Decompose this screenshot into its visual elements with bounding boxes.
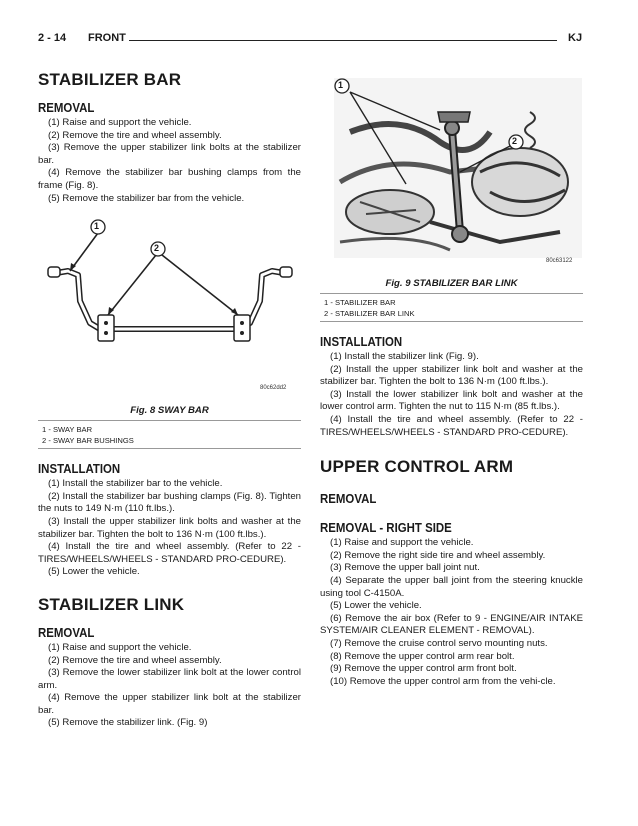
- step: (2) Install the stabilizer bar bushing clamps (Fig. 8). Tighten the nuts to 149 N·m (110 ft.lbs.).: [38, 490, 301, 515]
- step: (4) Install the tire and wheel assembly. (Refer to 22 - TIRES/WHEELS/WHEELS - STANDARD PRO-CEDURE).: [38, 541, 301, 565]
- step: (1) Install the stabilizer bar to the vehicle.: [48, 478, 223, 490]
- fig8-caption: Fig. 8 SWAY BAR: [130, 405, 209, 417]
- step: (5) Remove the stabilizer bar from the vehicle.: [48, 192, 245, 204]
- step: (3) Remove the upper ball joint nut.: [330, 562, 480, 574]
- sl-install-steps: [320, 351, 583, 439]
- stabilizer-link-drawing: [320, 72, 583, 268]
- fig8-illustration: [38, 211, 301, 403]
- upper-control-arm-title: UPPER CONTROL ARM: [320, 457, 514, 477]
- step: (10) Remove the upper control arm from the vehi-cle.: [330, 675, 556, 687]
- legend-rule: [38, 448, 301, 449]
- legend-item: 1 - STABILIZER BAR: [324, 298, 396, 307]
- fig9-illustration: [320, 72, 583, 268]
- legend-item: 1 - SWAY BAR: [42, 425, 93, 435]
- step: (3) Install the lower stabilizer link bolt and washer at the lower control arm. Tighten the nut to 115 N·m (85 ft.lbs.).: [320, 388, 583, 413]
- step: (7) Remove the cruise control servo mounting nuts.: [330, 637, 548, 649]
- step: (2) Remove the right side tire and wheel assembly.: [330, 549, 546, 561]
- callout-1: 1: [94, 221, 100, 232]
- sl-install-heading: INSTALLATION: [320, 334, 403, 349]
- step: (5) Lower the vehicle.: [48, 566, 140, 578]
- sb-install-steps: [38, 478, 301, 579]
- step: (4) Install the tire and wheel assembly. (Refer to 22 - TIRES/WHEELS/WHEELS - STANDARD PRO-CEDURE).: [320, 413, 583, 438]
- right-column: [320, 72, 583, 688]
- step: (1) Raise and support the vehicle.: [48, 641, 192, 653]
- step: (1) Raise and support the vehicle.: [330, 537, 474, 549]
- header-rule: [129, 40, 557, 41]
- step: (5) Remove the stabilizer link. (Fig. 9): [48, 717, 208, 729]
- bushing-right: [234, 315, 250, 341]
- sb-install-heading: INSTALLATION: [38, 461, 121, 477]
- step: (3) Install the upper stabilizer link bolts and washer at the stabilizer bar. Tighten the bolt to 136 N·m (100 ft.lbs.).: [38, 515, 301, 540]
- sb-removal-heading: REMOVAL: [38, 100, 95, 115]
- fig9-caption: Fig. 9 STABILIZER BAR LINK: [385, 278, 518, 289]
- step: (2) Install the upper stabilizer link bolt and washer at the stabilizer bar. Tighten the bolt to 136 N·m (100 ft.lbs.).: [320, 363, 583, 388]
- step: (5) Lower the vehicle.: [330, 600, 422, 612]
- stabilizer-bar-title: STABILIZER BAR: [38, 70, 182, 89]
- sl-removal-steps: [38, 642, 301, 730]
- step: (4) Remove the stabilizer bar bushing clamps from the frame (Fig. 8).: [38, 167, 301, 191]
- step: (3) Remove the lower stabilizer link bolt at the lower control arm.: [38, 667, 301, 691]
- uca-removal-heading: REMOVAL: [320, 491, 377, 507]
- bushing-left: [98, 315, 114, 341]
- callout-2: 2: [512, 136, 518, 146]
- section-name: FRONT: [88, 32, 126, 44]
- step: (1) Raise and support the vehicle.: [48, 117, 192, 128]
- step: (8) Remove the upper control arm rear bolt.: [330, 650, 515, 662]
- fig9-legend: [320, 294, 583, 321]
- fig8-legend: [38, 421, 301, 448]
- sl-removal-heading: REMOVAL: [38, 624, 95, 640]
- step: (1) Install the stabilizer link (Fig. 9).: [330, 351, 479, 362]
- legend-item: 2 - SWAY BAR BUSHINGS: [42, 436, 134, 446]
- step: (9) Remove the upper control arm front bolt.: [330, 663, 517, 675]
- model-code: KJ: [568, 32, 583, 44]
- sway-bar-drawing: [38, 211, 301, 403]
- uca-right-side-steps: [320, 537, 583, 688]
- figure-code: 80c63122: [546, 258, 573, 264]
- page-number: 2 - 14: [38, 32, 67, 44]
- step: (3) Remove the upper stabilizer link bolts at the stabilizer bar.: [38, 142, 301, 166]
- step: (2) Remove the tire and wheel assembly.: [48, 129, 222, 141]
- legend-item: 2 - STABILIZER BAR LINK: [324, 309, 415, 318]
- callout-1: 1: [338, 80, 344, 90]
- legend-rule: [320, 321, 583, 322]
- sb-removal-steps: [38, 117, 301, 205]
- step: (4) Separate the upper ball joint from the steering knuckle using tool C-4150A.: [320, 574, 583, 599]
- stabilizer-link-title: STABILIZER LINK: [38, 594, 185, 614]
- step: (2) Remove the tire and wheel assembly.: [48, 654, 222, 666]
- left-column: [38, 70, 301, 730]
- uca-right-side-heading: REMOVAL - RIGHT SIDE: [320, 520, 452, 536]
- figure-code: 80c62dd2: [260, 385, 287, 392]
- callout-2: 2: [154, 243, 160, 254]
- step: (4) Remove the upper stabilizer link bolt at the stabilizer bar.: [38, 692, 301, 716]
- step: (6) Remove the air box (Refer to 9 - ENGINE/AIR INTAKE SYSTEM/AIR CLEANER ELEMENT - REMOVAL).: [320, 612, 583, 637]
